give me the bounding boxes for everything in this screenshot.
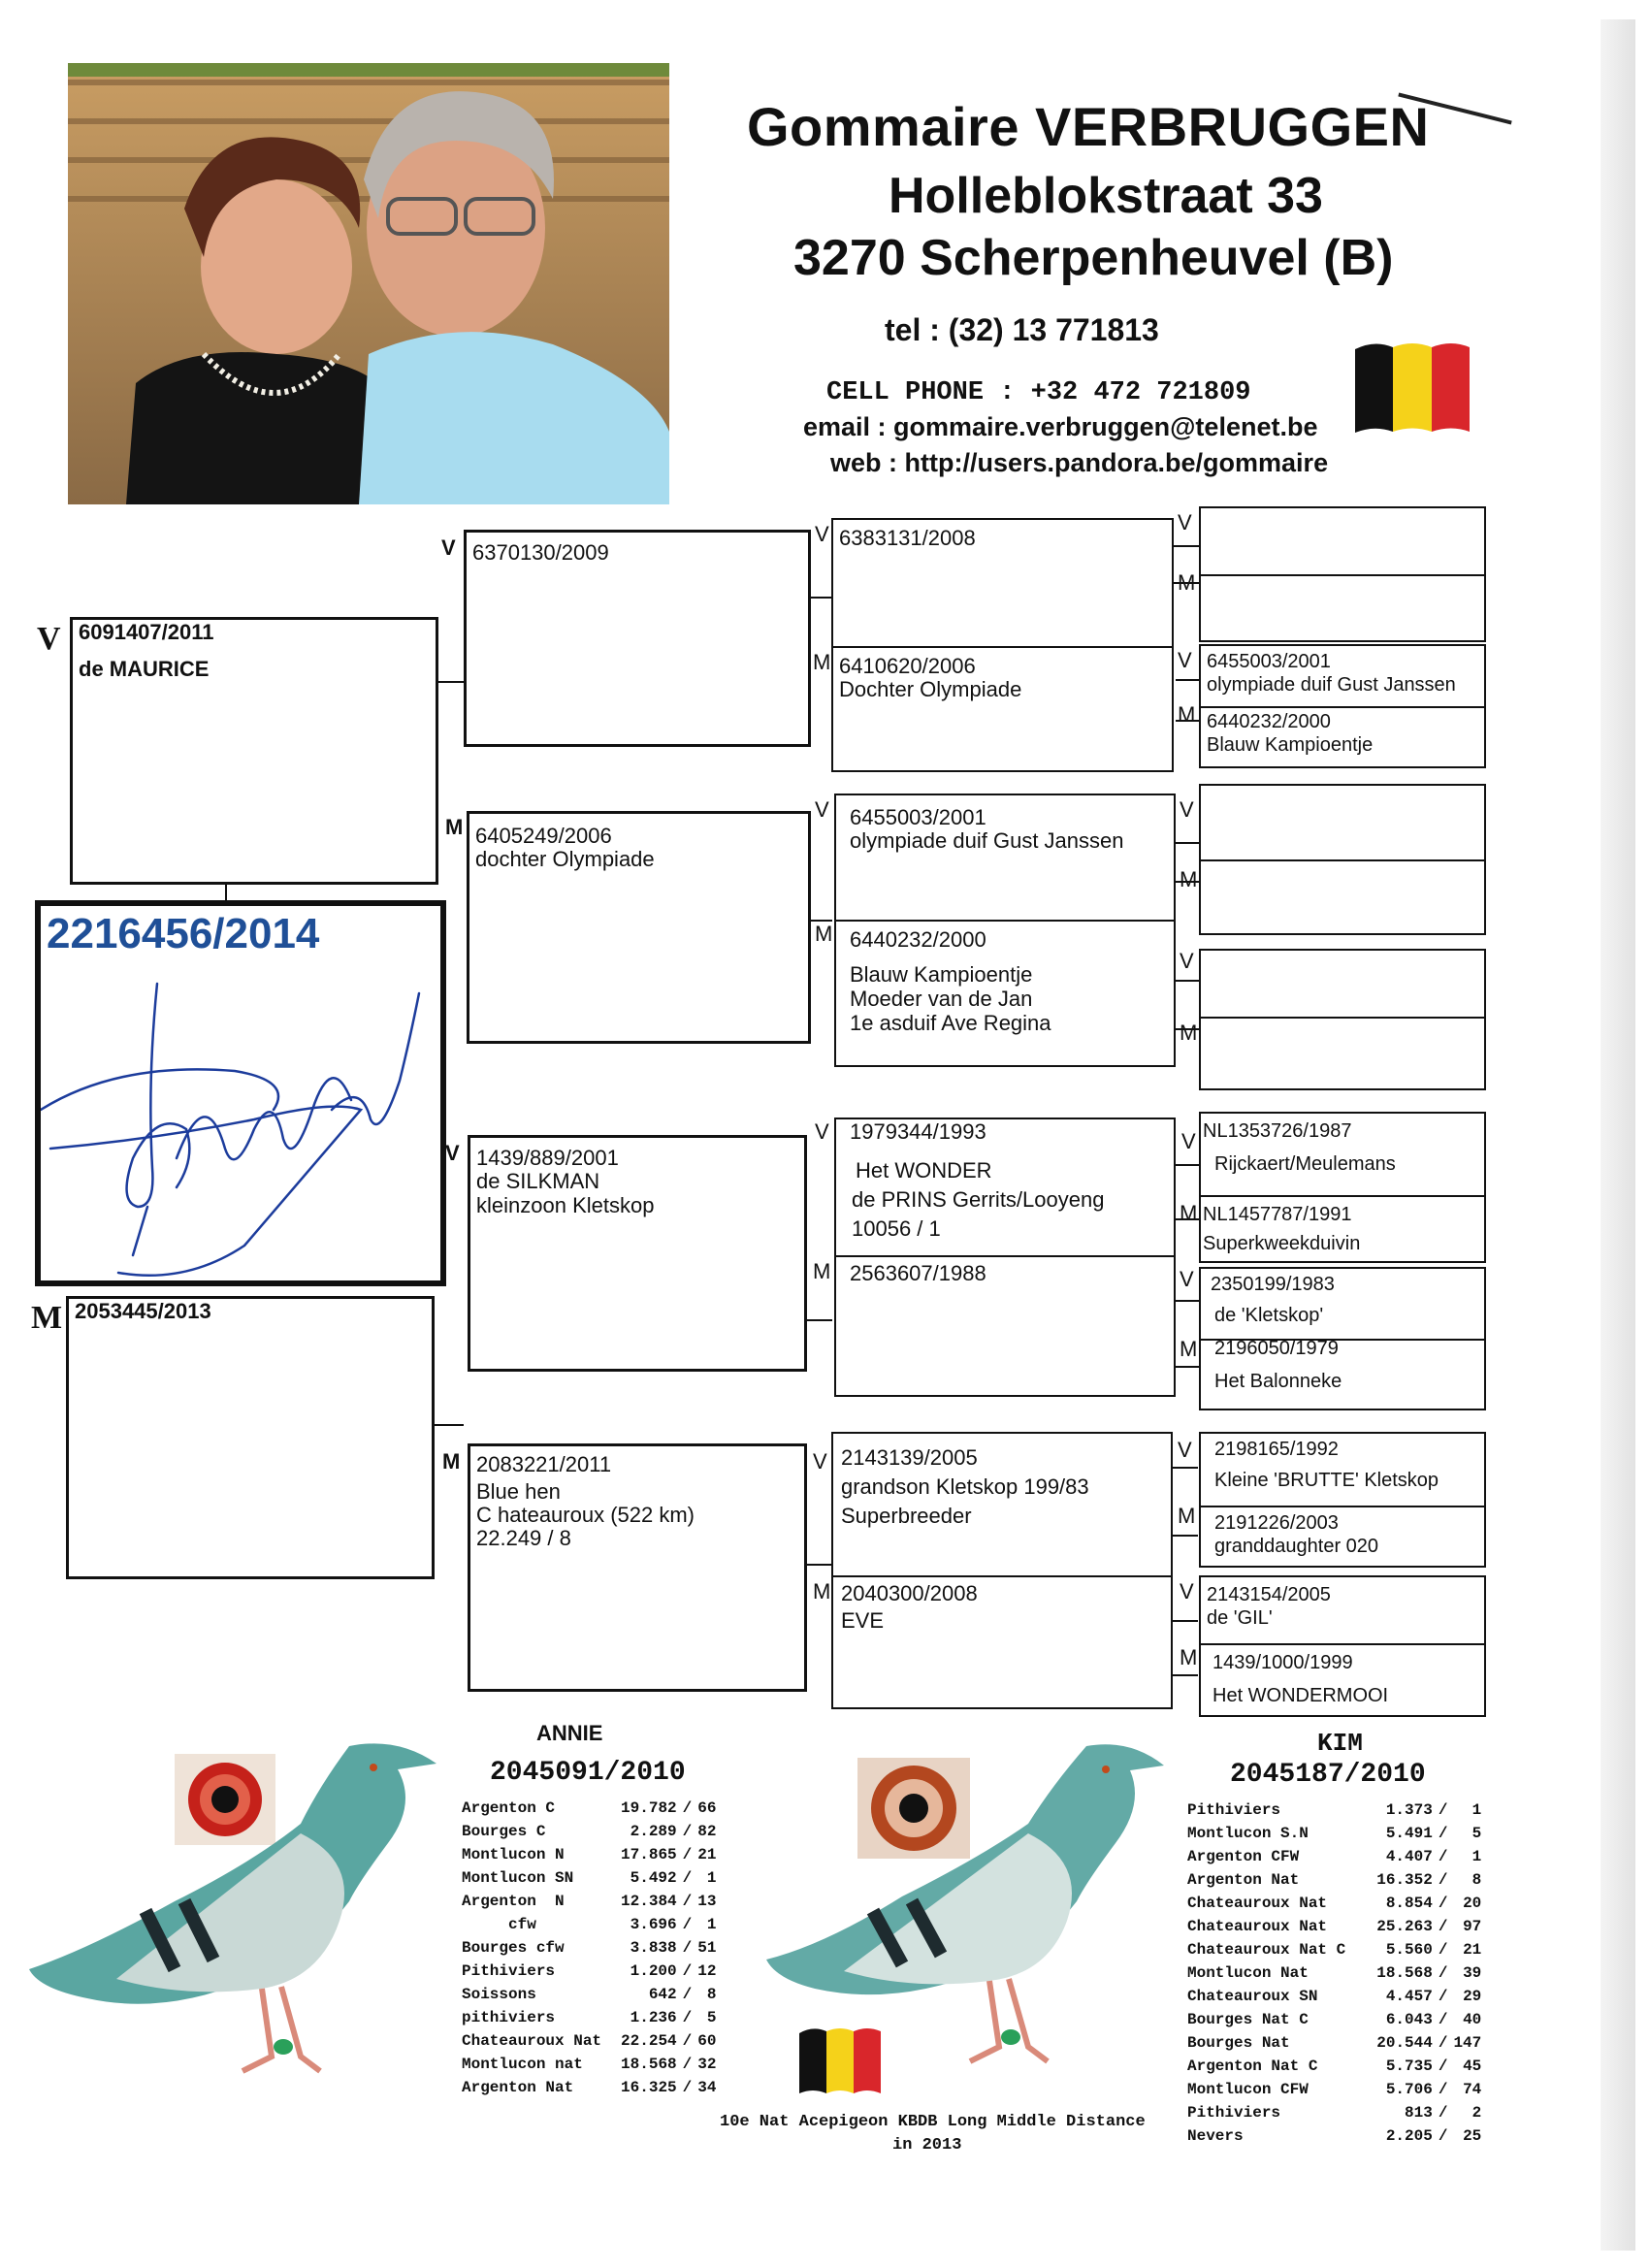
annie-name: ANNIE: [536, 1721, 603, 1745]
gen4-dsd-v-ring: 2350199/1983: [1211, 1274, 1335, 1295]
result-value: 4.457: [1385, 1988, 1433, 2005]
result-slash: /: [1438, 1848, 1448, 1865]
result-place: 1: [1471, 1848, 1482, 1865]
result-slash: /: [1438, 1895, 1448, 1912]
result-race: Montlucon Nat: [1187, 1964, 1309, 1982]
result-row: [1185, 1915, 1483, 1938]
dd-ring: 2083221/2011: [476, 1452, 612, 1476]
result-value: 5.706: [1385, 2081, 1433, 2098]
result-value: 4.407: [1385, 1848, 1433, 1865]
result-row: [1185, 2031, 1483, 2055]
sd-box: [467, 811, 811, 1044]
sds-ring: 6455003/2001: [850, 805, 986, 829]
sd-ring: 6405249/2006: [475, 824, 612, 848]
sire-box: [70, 617, 438, 885]
result-place: 12: [697, 1962, 717, 1980]
connector: [1176, 1164, 1199, 1166]
result-place: 40: [1463, 2011, 1482, 2028]
result-value: 3.696: [630, 1916, 677, 1933]
result-slash: /: [1438, 1941, 1448, 1959]
gen4-ddd-m: M: [1180, 1645, 1198, 1669]
gen4-ssd-m-name: Blauw Kampioentje: [1207, 734, 1374, 756]
owner-tel: tel : (32) 13 771813: [885, 312, 1159, 347]
result-value: 16.352: [1376, 1871, 1433, 1889]
result-value: 5.491: [1385, 1825, 1433, 1842]
result-race: Montlucon nat: [462, 2056, 583, 2073]
result-row: [460, 1820, 718, 1843]
gen4-ddd-m-ring: 1439/1000/1999: [1212, 1652, 1353, 1673]
result-value: 17.865: [621, 1846, 677, 1863]
result-slash: /: [1438, 1825, 1448, 1842]
result-value: 5.735: [1385, 2057, 1433, 2075]
dss-line2: de PRINS Gerrits/Looyeng: [852, 1187, 1105, 1212]
owner-web: web : http://users.pandora.be/gommaire: [830, 448, 1329, 477]
result-race: Pithiviers: [1187, 1801, 1281, 1819]
result-race: Bourges cfw: [462, 1939, 565, 1957]
gen4-sss-m: M: [1178, 570, 1196, 595]
gen4-ddd-m-name: Het WONDERMOOI: [1212, 1685, 1389, 1706]
result-slash: /: [682, 2009, 693, 2026]
gen4-sss-v: V: [1178, 510, 1192, 535]
result-race: Argenton CFW: [1187, 1848, 1300, 1865]
subject-box: [35, 900, 446, 1286]
kim-results: [1185, 1798, 1483, 2148]
sdd-line3: 1e asduif Ave Regina: [850, 1011, 1051, 1035]
gen4-dds-m-ring: 2191226/2003: [1214, 1512, 1339, 1534]
sss-ring: 6383131/2008: [839, 526, 976, 550]
result-race: Argenton Nat: [462, 2079, 574, 2096]
connector: [1173, 1467, 1198, 1469]
result-place: 21: [1463, 1941, 1482, 1959]
result-row: [1185, 2008, 1483, 2031]
connector: [1176, 1300, 1199, 1302]
result-race: Chateauroux Nat: [1187, 1895, 1328, 1912]
result-place: 45: [1463, 2057, 1482, 2075]
result-row: [460, 2076, 718, 2099]
ddd-label: M: [813, 1579, 831, 1604]
result-race: Montlucon N: [462, 1846, 565, 1863]
result-row: [1185, 1892, 1483, 1915]
dds-ring: 2143139/2005: [841, 1445, 978, 1470]
result-value: 2.205: [1385, 2127, 1433, 2145]
result-race: Chateauroux Nat: [1187, 1918, 1328, 1935]
result-row: [460, 1797, 718, 1820]
result-place: 29: [1463, 1988, 1482, 2005]
gen3-ss-box: [831, 518, 1174, 772]
result-row: [460, 1936, 718, 1960]
subject-ring: 2216456/2014: [47, 910, 320, 957]
result-place: 20: [1463, 1895, 1482, 1912]
result-value: 3.838: [630, 1939, 677, 1957]
result-race: Bourges Nat: [1187, 2034, 1290, 2052]
sd-name: dochter Olympiade: [475, 847, 655, 871]
gen4-dsd-m-ring: 2196050/1979: [1214, 1338, 1339, 1359]
result-race: Nevers: [1187, 2127, 1244, 2145]
connector: [807, 1564, 832, 1566]
result-place: 1: [706, 1916, 717, 1933]
result-place: 8: [706, 1986, 717, 2003]
gen4-sds-m: M: [1180, 867, 1198, 891]
result-race: Argenton N: [462, 1893, 565, 1910]
owner-street: Holleblokstraat 33: [889, 168, 1323, 224]
result-place: 8: [1471, 1871, 1482, 1889]
result-slash: /: [1438, 1988, 1448, 2005]
connector: [1173, 1620, 1198, 1622]
gen4-ssd-v-name: olympiade duif Gust Janssen: [1207, 674, 1456, 696]
result-value: 18.568: [621, 2056, 677, 2073]
kim-name: KIM: [1317, 1729, 1363, 1758]
result-place: 5: [1471, 1825, 1482, 1842]
result-place: 2: [1471, 2104, 1482, 2122]
result-place: 13: [697, 1893, 717, 1910]
result-value: 19.782: [621, 1799, 677, 1817]
result-slash: /: [1438, 1964, 1448, 1982]
gen4-dss-v-name: Rijckaert/Meulemans: [1214, 1153, 1396, 1175]
result-row: [1185, 1798, 1483, 1822]
connector: [1176, 1366, 1199, 1368]
dsd-ring: 2563607/1988: [850, 1261, 986, 1285]
dd-line1: Blue hen: [476, 1479, 561, 1504]
gen3-dd-box: [831, 1432, 1173, 1709]
dss-ring: 1979344/1993: [850, 1119, 986, 1144]
gen4-ssd-v: V: [1178, 648, 1192, 672]
result-place: 82: [697, 1823, 717, 1840]
result-race: Pithiviers: [1187, 2104, 1281, 2122]
gen4-ssd-box: [1199, 644, 1486, 768]
belgian-flag-top: [1355, 340, 1470, 435]
ddd-name: EVE: [841, 1608, 885, 1633]
result-value: 25.263: [1376, 1918, 1433, 1935]
gen4-dss-m-ring: NL1457787/1991: [1203, 1204, 1352, 1225]
connector: [1174, 545, 1199, 547]
dsd-label: M: [813, 1259, 831, 1283]
result-race: cfw: [462, 1916, 536, 1933]
result-row: [460, 1890, 718, 1913]
gen4-dss-v: V: [1181, 1129, 1196, 1153]
sdd-ring: 6440232/2000: [850, 927, 986, 952]
result-value: 1.236: [630, 2009, 677, 2026]
gen3-ds-box: [834, 1118, 1176, 1397]
result-slash: /: [1438, 2127, 1448, 2145]
result-value: 642: [648, 1986, 677, 2003]
belgian-flag-bottom: [799, 2025, 881, 2095]
result-place: 1: [1471, 1801, 1482, 1819]
result-row: [460, 2053, 718, 2076]
result-value: 20.544: [1376, 2034, 1433, 2052]
result-row: [460, 2006, 718, 2029]
result-slash: /: [682, 1869, 693, 1887]
gen4-dsd-m-name: Het Balonneke: [1214, 1371, 1342, 1392]
result-row: [460, 1983, 718, 2006]
result-row: [1185, 1868, 1483, 1892]
gen4-ssd-v-ring: 6455003/2001: [1207, 651, 1331, 672]
result-value: 18.568: [1376, 1964, 1433, 1982]
result-place: 5: [706, 2009, 717, 2026]
result-row: [460, 1866, 718, 1890]
result-slash: /: [682, 1823, 693, 1840]
gen4-dsd-v: V: [1180, 1267, 1194, 1291]
ssd-name: Dochter Olympiade: [839, 677, 1022, 701]
result-race: Soissons: [462, 1986, 536, 2003]
connector: [1173, 1535, 1198, 1537]
dss-line3: 10056 / 1: [852, 1216, 941, 1241]
sdd-label: M: [815, 922, 833, 946]
result-race: Chateauroux SN: [1187, 1988, 1318, 2005]
pigeon-photo-annie: [29, 1727, 456, 2095]
gen4-sds-box: [1199, 784, 1486, 935]
sire-label: V: [37, 621, 61, 657]
result-slash: /: [682, 1893, 693, 1910]
result-race: Pithiviers: [462, 1962, 556, 1980]
connector: [435, 1424, 464, 1426]
result-row: [460, 2029, 718, 2053]
result-row: [1185, 2124, 1483, 2148]
ds-box: [468, 1135, 807, 1372]
result-race: Argenton Nat C: [1187, 2057, 1318, 2075]
result-value: 12.384: [621, 1893, 677, 1910]
dss-label: V: [815, 1119, 829, 1144]
ds-ring: 1439/889/2001: [476, 1146, 619, 1170]
signature: [41, 964, 440, 1284]
result-slash: /: [682, 2032, 693, 2050]
dd-line3: 22.249 / 8: [476, 1526, 571, 1550]
result-slash: /: [1438, 2057, 1448, 2075]
result-slash: /: [1438, 2081, 1448, 2098]
gen3-sd-box: [834, 794, 1176, 1067]
result-race: Argenton C: [462, 1799, 556, 1817]
result-row: [1185, 1822, 1483, 1845]
ssd-label: M: [813, 650, 831, 674]
ds-label: V: [445, 1141, 460, 1165]
dds-line1: grandson Kletskop 199/83: [841, 1474, 1089, 1499]
result-race: Chateauroux Nat C: [1187, 1941, 1346, 1959]
result-place: 32: [697, 2056, 717, 2073]
result-slash: /: [682, 2079, 693, 2096]
result-row: [460, 1913, 718, 1936]
result-value: 2.289: [630, 1823, 677, 1840]
result-race: Bourges Nat C: [1187, 2011, 1309, 2028]
gen4-sds-v: V: [1180, 797, 1194, 822]
connector: [807, 1319, 832, 1321]
ss-box: [464, 530, 811, 747]
owner-name: Gommaire VERBRUGGEN: [747, 96, 1430, 157]
result-slash: /: [1438, 1918, 1448, 1935]
result-slash: /: [1438, 1871, 1448, 1889]
dss-line1: Het WONDER: [856, 1158, 992, 1183]
result-value: 6.043: [1385, 2011, 1433, 2028]
gen4-dss-m-name: Superkweekduivin: [1203, 1233, 1361, 1254]
gen4-dss-m: M: [1180, 1201, 1198, 1225]
result-row: [1185, 1985, 1483, 2008]
sdd-line2: Moeder van de Jan: [850, 987, 1033, 1011]
result-slash: /: [682, 1916, 693, 1933]
gen4-ddd-v-ring: 2143154/2005: [1207, 1584, 1331, 1605]
dam-box: [66, 1296, 435, 1579]
owner-email: email : gommaire.verbruggen@telenet.be: [803, 412, 1318, 441]
sds-label: V: [815, 797, 829, 822]
annie-ring: 2045091/2010: [490, 1758, 686, 1788]
annie-results: [460, 1797, 718, 2099]
sire-name: de MAURICE: [79, 657, 210, 681]
gen4-dsd-v-name: de 'Kletskop': [1214, 1305, 1324, 1326]
connector: [1176, 980, 1199, 982]
result-row: [1185, 1845, 1483, 1868]
owner-city: 3270 Scherpenheuvel (B): [793, 230, 1394, 286]
result-row: [1185, 2078, 1483, 2101]
result-slash: /: [682, 2056, 693, 2073]
gen4-dds-box: [1199, 1432, 1486, 1568]
connector: [1176, 679, 1199, 681]
ddd-ring: 2040300/2008: [841, 1581, 978, 1605]
ds-line2: kleinzoon Kletskop: [476, 1193, 655, 1217]
gen4-dds-v-ring: 2198165/1992: [1214, 1439, 1339, 1460]
dd-line2: C hateauroux (522 km): [476, 1503, 695, 1527]
result-place: 39: [1463, 1964, 1482, 1982]
result-slash: /: [682, 1939, 693, 1957]
result-slash: /: [1438, 2011, 1448, 2028]
result-place: 66: [697, 1799, 717, 1817]
footer-line1: 10e Nat Acepigeon KBDB Long Middle Distance: [720, 2113, 1146, 2131]
gen4-ssd-m: M: [1178, 702, 1196, 727]
result-slash: /: [1438, 1801, 1448, 1819]
kim-ring: 2045187/2010: [1230, 1760, 1426, 1790]
footer-line2: in 2013: [892, 2136, 962, 2155]
result-slash: /: [1438, 2034, 1448, 2052]
dam-ring: 2053445/2013: [75, 1299, 211, 1323]
result-race: Montlucon S.N: [1187, 1825, 1309, 1842]
result-place: 1: [706, 1869, 717, 1887]
gen4-dds-m: M: [1178, 1504, 1196, 1528]
gen4-sdd-m: M: [1180, 1021, 1198, 1045]
result-value: 16.325: [621, 2079, 677, 2096]
gen4-dss-v-ring: NL1353726/1987: [1203, 1120, 1352, 1142]
page-edge: [1600, 19, 1635, 2251]
sss-label: V: [815, 522, 829, 546]
gen4-sdd-box: [1199, 949, 1486, 1090]
gen4-ssd-m-ring: 6440232/2000: [1207, 711, 1331, 732]
result-place: 34: [697, 2079, 717, 2096]
result-value: 1.200: [630, 1962, 677, 1980]
owner-photo: [68, 63, 669, 504]
result-place: 147: [1453, 2034, 1482, 2052]
dds-label: V: [813, 1449, 827, 1474]
gen4-dds-v-name: Kleine 'BRUTTE' Kletskop: [1214, 1470, 1439, 1491]
result-race: pithiviers: [462, 2009, 556, 2026]
owner-cell: CELL PHONE : +32 472 721809: [826, 378, 1251, 407]
ss-label: V: [441, 535, 456, 560]
result-race: Argenton Nat: [1187, 1871, 1300, 1889]
gen4-ddd-v-name: de 'GIL': [1207, 1607, 1273, 1629]
result-race: Chateauroux Nat: [462, 2032, 602, 2050]
sds-name: olympiade duif Gust Janssen: [850, 828, 1124, 853]
connector: [1173, 1674, 1198, 1676]
result-value: 8.854: [1385, 1895, 1433, 1912]
connector: [1176, 842, 1199, 844]
sd-label: M: [445, 815, 464, 839]
result-place: 74: [1463, 2081, 1482, 2098]
result-race: Bourges C: [462, 1823, 546, 1840]
connector: [438, 681, 464, 683]
result-row: [1185, 2101, 1483, 2124]
dds-line2: Superbreeder: [841, 1504, 972, 1528]
result-slash: /: [682, 1799, 693, 1817]
result-place: 21: [697, 1846, 717, 1863]
result-row: [1185, 1938, 1483, 1961]
gen4-dsd-m: M: [1180, 1337, 1198, 1361]
gen4-dds-v: V: [1178, 1438, 1192, 1462]
gen4-sdd-v: V: [1180, 949, 1194, 973]
dd-label: M: [442, 1449, 461, 1474]
ds-line1: de SILKMAN: [476, 1169, 600, 1193]
connector: [811, 597, 832, 599]
result-row: [460, 1960, 718, 1983]
dd-box: [468, 1443, 807, 1692]
ss-ring: 6370130/2009: [472, 540, 609, 565]
result-race: Montlucon CFW: [1187, 2081, 1309, 2098]
gen4-dsd-box: [1199, 1267, 1486, 1410]
result-value: 1.373: [1385, 1801, 1433, 1819]
result-slash: /: [682, 1986, 693, 2003]
result-place: 97: [1463, 1918, 1482, 1935]
result-row: [1185, 2055, 1483, 2078]
result-value: 5.560: [1385, 1941, 1433, 1959]
result-place: 25: [1463, 2127, 1482, 2145]
sire-ring: 6091407/2011: [79, 620, 214, 644]
dam-label: M: [31, 1300, 63, 1336]
result-value: 5.492: [630, 1869, 677, 1887]
gen4-sss-box: [1199, 506, 1486, 642]
result-place: 51: [697, 1939, 717, 1957]
gen4-dds-m-name: granddaughter 020: [1214, 1536, 1379, 1557]
result-place: 60: [697, 2032, 717, 2050]
gen4-ddd-v: V: [1180, 1579, 1194, 1604]
result-row: [460, 1843, 718, 1866]
result-value: 22.254: [621, 2032, 677, 2050]
result-race: Montlucon SN: [462, 1869, 574, 1887]
result-slash: /: [1438, 2104, 1448, 2122]
gen4-dss-box: [1199, 1112, 1486, 1263]
ssd-ring: 6410620/2006: [839, 654, 976, 678]
result-row: [1185, 1961, 1483, 1985]
result-slash: /: [682, 1962, 693, 1980]
gen4-ddd-box: [1199, 1575, 1486, 1717]
result-slash: /: [682, 1846, 693, 1863]
result-value: 813: [1405, 2104, 1433, 2122]
sdd-line1: Blauw Kampioentje: [850, 962, 1033, 987]
